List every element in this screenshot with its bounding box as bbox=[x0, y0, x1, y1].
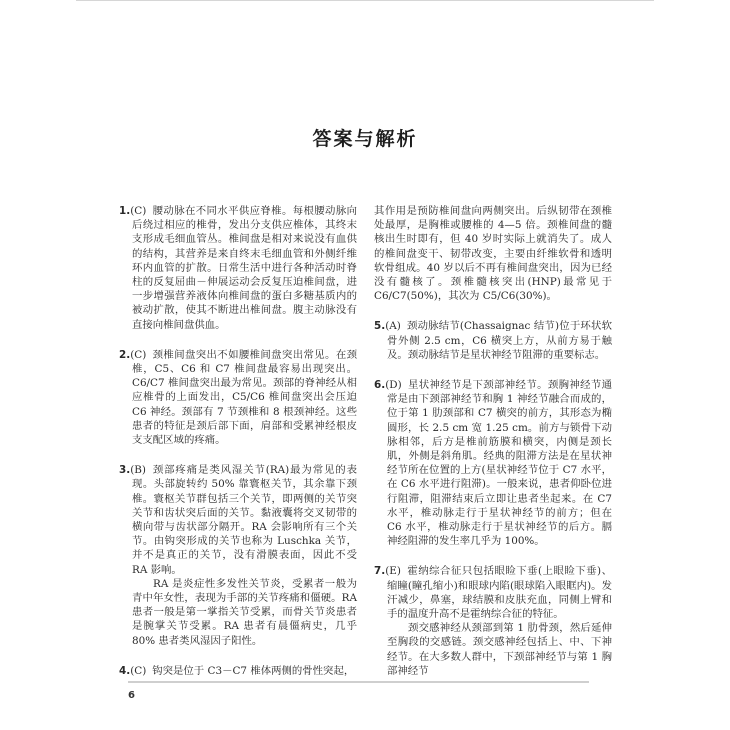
answer-paragraph bbox=[374, 564, 612, 621]
answer-item-1 bbox=[119, 204, 357, 332]
page-number: 6 bbox=[128, 690, 135, 701]
answer-paragraph bbox=[374, 319, 612, 362]
answer-paragraph bbox=[119, 463, 357, 577]
answer-choice: (B) bbox=[130, 464, 146, 477]
answer-choice: (C) bbox=[130, 205, 147, 217]
question-number: 6. bbox=[374, 379, 386, 392]
explanation-text: 颈椎间盘突出不如腰椎间盘突出常见。在颈椎，C5、C6 和 C7 椎间盘最容易出现突出。C6/C7 椎间盘突出最为常见。颈部的脊神经从相应椎骨的上面发出，C5/C6 椎间盘突出会压迫 C6 神经。颈部有 7 节颈椎和 8 根颈神经。这些患者的特征是颈后部下面，肩部和受累神经根皮支支配区域的疼痛。 bbox=[132, 348, 357, 447]
explanation-text: 颈动脉结节(Chassaignac 结节)位于环状软骨外侧 2.5 cm，C6 横突上方，从前方易于触及。颈动脉结节是星状神经节阻滞的重要标志。 bbox=[387, 320, 612, 361]
answer-item-3 bbox=[119, 463, 357, 648]
right-column bbox=[374, 204, 612, 694]
answer-paragraph bbox=[119, 204, 357, 332]
explanation-text: 霍纳综合征只包括眼睑下垂(上眼睑下垂)、缩瞳(瞳孔缩小)和眼球内陷(眼球陷入眼眶内)。发汗减少，鼻塞，球结膜和皮肤充血，同侧上臂和手的温度升高不是霍纳综合征的特征。 bbox=[387, 565, 612, 621]
answer-paragraph bbox=[374, 378, 612, 548]
answer-paragraph bbox=[119, 664, 357, 678]
item-4-continuation: 其作用是预防椎间盘向两侧突出。后纵韧带在颈椎处最厚，是胸椎或腰椎的 4—5 倍。颈椎间盘的髓核出生时即有，但 40 岁时实际上就消失了。成人的椎间盘变干、韧带改变，主要由纤维软骨和透明软骨组成。40 岁以后不再有椎间盘突出，因为已经没有髓核了。颈椎髓核突出(HNP)最常见于 C6/C7(50%)，其次为 C5/C6(30%)。 bbox=[374, 205, 612, 303]
question-number: 7. bbox=[374, 565, 386, 578]
page-top-edge bbox=[76, 0, 654, 1]
question-number: 2. bbox=[119, 348, 131, 361]
question-number: 1. bbox=[119, 205, 131, 217]
answer-choice: (C) bbox=[130, 348, 147, 361]
answer-item-5 bbox=[374, 319, 612, 362]
answer-choice: (D) bbox=[385, 379, 402, 392]
left-column bbox=[119, 204, 357, 694]
question-number: 5. bbox=[374, 320, 386, 333]
explanation-text: RA 是炎症性多发性关节炎，受累者一般为青中年女性，表现为手部的关节疼痛和僵硬。RA 患者一般是第一掌指关节受累，而骨关节炎患者是腕掌关节受累。RA 患者有晨僵病史，几乎 80% 患者类风湿因子阳性。 bbox=[132, 577, 357, 647]
answer-paragraph bbox=[119, 348, 357, 447]
answer-choice: (C) bbox=[130, 664, 147, 677]
explanation-text: 星状神经节是下颈部神经节。颈胸神经节通常是由下颈部神经节和胸 1 神经节融合而成的，位于第 1 肋颈部和 C7 横突的前方，其形态为椭圆形，长 2.5 cm 宽 1.25 cm。前方与锁骨下动脉相邻，后方是椎前筋膜和横突，内侧是颈长肌，外侧是斜角肌。经典的阻滞方法是在星状神经节所在位置的上方(星状神经节位于 C7 水平，在 C6 水平进行阻滞)。一般来说，患者仰卧位进行阻滞，阻滞结束后立即让患者坐起来。在 C7 水平，椎动脉走行于星状神经节的前方；但在 C6 水平，椎动脉走行于星状神经节的后方。膈神经阻滞的发生率几乎为 100%。 bbox=[387, 379, 612, 548]
page-title: 答案与解析 bbox=[312, 128, 418, 150]
answer-choice: (E) bbox=[385, 565, 401, 578]
answer-item-2 bbox=[119, 348, 357, 447]
answer-item-6 bbox=[374, 378, 612, 548]
question-number: 4. bbox=[119, 664, 131, 677]
explanation-text: 颈交感神经从颈部到第 1 肋骨颈，然后延伸至胸段的交感链。颈交感神经包括上、中、下神经节。在大多数人群中，下颈部神经节与第 1 胸部神经节 bbox=[387, 622, 612, 677]
explanation-text: 腰动脉在不同水平供应脊椎。每根腰动脉向后绕过相应的椎骨，发出分支供应椎体，其终末支形成毛细血管丛。椎间盘是相对来说没有血供的结构，其营养是来自终末毛细血管和外侧纤维环内血管的扩散。日常生活中进行各种活动时脊柱的反复屈曲－伸展运动会反复压迫椎间盘，进一步增强营养液体向椎间盘的蛋白多糖基质内的被动扩散，使其不断进出椎间盘。腹主动脉没有直接向椎间盘供血。 bbox=[132, 205, 357, 331]
explanation-text: 钩突是位于 C3－C7 椎体两侧的骨性突起， bbox=[152, 664, 355, 677]
footer-divider bbox=[128, 681, 589, 683]
answer-item-7 bbox=[374, 564, 612, 678]
explanation-text: 颈部疼痛是类风湿关节(RA)最为常见的表现。头部旋转约 50% 靠寰枢关节，其余靠下颈椎。寰枢关节群包括三个关节，即两侧的关节突关节和齿状突后面的关节。黏液囊将交叉韧带的横向带与齿状部分隔开。RA 会影响所有三个关节。由钩突形成的关节也称为 Luschka 关节，并不是真正的关节，没有滑膜表面，因此不受 RA 影响。 bbox=[132, 464, 357, 576]
question-number: 3. bbox=[119, 464, 131, 477]
answer-choice: (A) bbox=[385, 320, 401, 333]
answer-item-4 bbox=[119, 664, 357, 678]
